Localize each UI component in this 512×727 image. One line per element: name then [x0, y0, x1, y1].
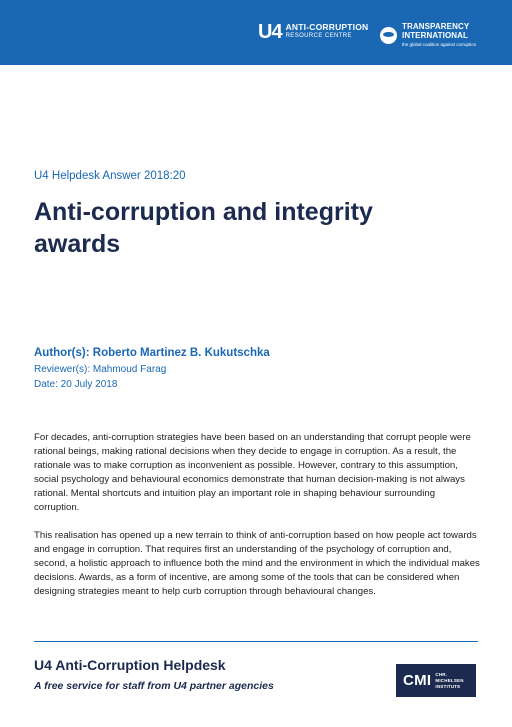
ti-wordmark: [402, 22, 476, 49]
u4-logo: [258, 22, 368, 42]
u4-wordmark: [286, 23, 369, 41]
header-band: [0, 0, 512, 65]
ti-tagline: the global coalition against corruption: [402, 42, 477, 47]
paragraph-2: This realisation has opened up a new terrain to think of anti-corruption based on how people act towards and engage in corruption. That requires first an understanding of the psychology of corruption and, second, a holistic approach to influence both the mind and the environment in which the individual makes decisions. Awards, as a form of incentive, are among some of the tools that can be considered when designing strategies meant to help curb corruption through behavioural changes.: [34, 530, 480, 597]
transparency-international-logo: [380, 22, 476, 49]
cmi-line1: CHR.: [435, 671, 448, 677]
reviewers: Reviewer(s): Mahmoud Farag: [34, 364, 167, 375]
u4-line1: ANTI-CORRUPTION: [285, 22, 369, 32]
globe-icon: [380, 27, 397, 44]
page-title: Anti-corruption and integrity awards: [34, 198, 373, 258]
divider: [34, 641, 478, 642]
ti-line1: TRANSPARENCY: [402, 22, 470, 31]
paragraph-1: For decades, anti-corruption strategies have been based on an understanding that corrupt people were rational beings, making rational decisions when they decide to engage in corruption. As a result, the rationale was to make corruption as inconvenient as possible. However, contrary to this assumption, social psychology and behavioural economics demonstrate that human decision-making is not always rational. Mental shortcuts and intuition play an important role in shaping behaviour surrounding corruption.: [34, 432, 471, 513]
cmi-line3: INSTITUTE: [435, 683, 461, 689]
cmi-line2: MICHELSEN: [435, 677, 464, 683]
u4-mark: U4: [258, 21, 282, 43]
u4-line2: RESOURCE CENTRE: [285, 33, 352, 39]
date: Date: 20 July 2018: [34, 379, 118, 390]
footer-subtitle: A free service for staff from U4 partner agencies: [34, 680, 274, 692]
cmi-mark: CMI: [403, 672, 432, 689]
cmi-wordmark: [435, 672, 463, 690]
body-text: [34, 431, 480, 613]
cmi-logo: [396, 664, 476, 697]
document-meta: [34, 345, 270, 392]
authors: Author(s): Roberto Martinez B. Kukutschka: [34, 347, 270, 359]
ti-line2: INTERNATIONAL: [402, 31, 469, 40]
series-label: U4 Helpdesk Answer 2018:20: [34, 170, 186, 182]
footer-title: U4 Anti-Corruption Helpdesk: [34, 657, 226, 673]
